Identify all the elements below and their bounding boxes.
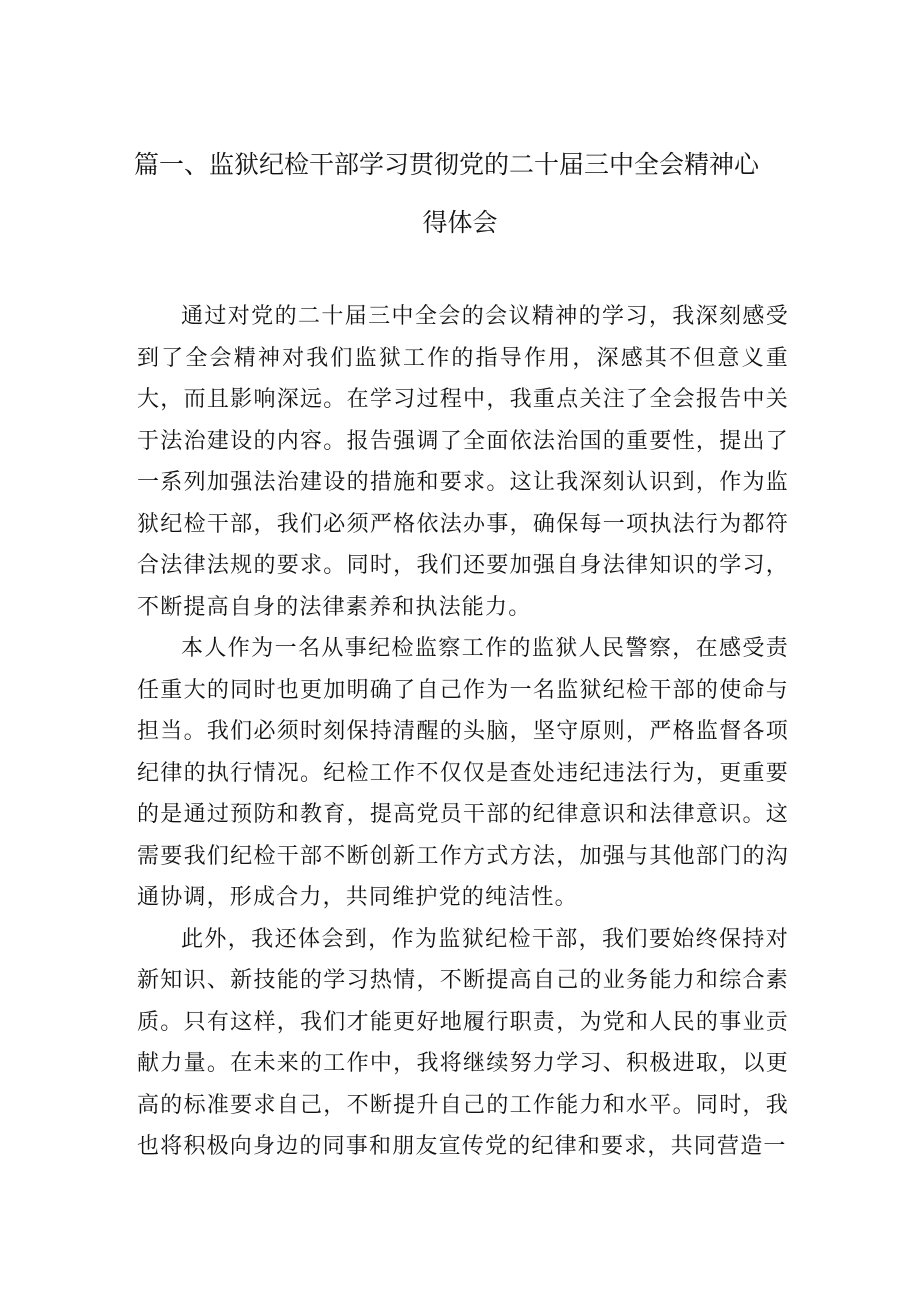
- document-title-line-1: 篇一、监狱纪检干部学习贯彻党的二十届三中全会精神心: [134, 150, 760, 179]
- document-body: [137, 296, 789, 1168]
- body-paragraph-3: 此外，我还体会到，作为监狱纪检干部，我们要始终保持对新知识、新技能的学习热情，不断提高自己的业务能力和综合素质。只有这样，我们才能更好地履行职责，为党和人民的事业贡献力量。在未来的工作中，我将继续努力学习、积极进取，以更高的标准要求自己，不断提升自己的工作能力和水平。同时，我也将积极向身边的同事和朋友宣传党的纪律和要求，共同营造一: [137, 926, 789, 1159]
- body-paragraph-1: 通过对党的二十届三中全会的会议精神的学习，我深刻感受到了全会精神对我们监狱工作的指导作用，深感其不但意义重大，而且影响深远。在学习过程中，我重点关注了全会报告中关于法治建设的内容。报告强调了全面依法治国的重要性，提出了一系列加强法治建设的措施和要求。这让我深刻认识到，作为监狱纪检干部，我们必须严格依法办事，确保每一项执法行为都符合法律法规的要求。同时，我们还要加强自身法律知识的学习，不断提高自身的法律素养和执法能力。: [137, 304, 789, 620]
- body-paragraph-2: 本人作为一名从事纪检监察工作的监狱人民警察，在感受责任重大的同时也更加明确了自己作为一名监狱纪检干部的使命与担当。我们必须时刻保持清醒的头脑，坚守原则，严格监督各项纪律的执行情况。纪检工作不仅仅是查处违纪违法行为，更重要的是通过预防和教育，提高党员干部的纪律意识和法律意识。这需要我们纪检干部不断创新工作方式方法，加强与其他部门的沟通协调，形成合力，共同维护党的纯洁性。: [137, 636, 789, 910]
- document-title-line-2: 得体会: [422, 208, 498, 237]
